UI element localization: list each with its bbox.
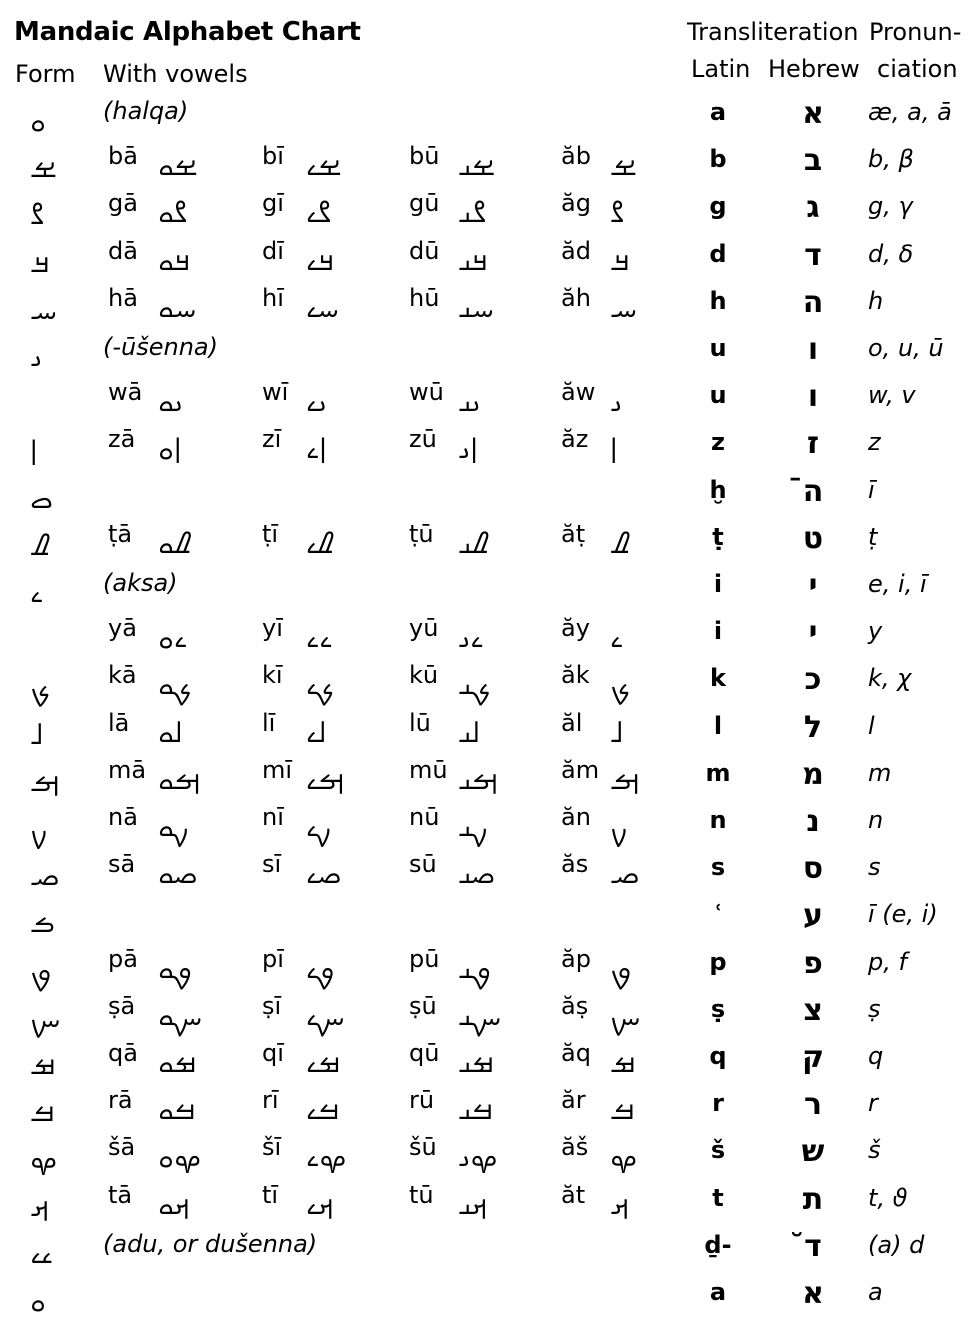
syllable-glyph: ࡈࡅ — [458, 525, 490, 561]
pronunciation: m — [868, 758, 892, 787]
hebrew-equivalent: ש — [801, 1134, 825, 1170]
syllable-transliteration: ăl — [561, 708, 583, 737]
syllable-transliteration: pā — [108, 944, 138, 973]
hebrew-equivalent: צ — [803, 992, 823, 1028]
syllable-transliteration: rū — [409, 1086, 435, 1115]
table-row — [0, 567, 975, 614]
table-row — [0, 1275, 975, 1322]
syllable-transliteration: ăb — [561, 142, 591, 171]
syllable-glyph: ࡓ — [610, 1092, 635, 1128]
letter-form: ࡄ — [30, 291, 58, 327]
syllable-transliteration: mū — [409, 755, 448, 784]
syllable-glyph: ࡃࡉ — [306, 242, 335, 278]
hebrew-equivalent: מ — [802, 756, 824, 792]
syllable-glyph: ࡑࡀ — [158, 997, 203, 1033]
hebrew-equivalent: כ — [804, 662, 822, 698]
syllable-glyph: ࡋࡀ — [158, 714, 183, 750]
syllable-transliteration: ṭū — [409, 519, 434, 548]
table-row — [0, 1039, 975, 1086]
letter-form: ࡉ — [30, 575, 44, 610]
hebrew-equivalent: ג — [806, 190, 820, 226]
syllable-glyph: ࡕࡅ — [458, 1186, 488, 1222]
syllable-transliteration: yī — [262, 614, 283, 643]
hebrew-equivalent: ד̆ — [804, 1228, 822, 1264]
table-row — [0, 614, 975, 661]
syllable-transliteration: mā — [108, 755, 147, 784]
letter-form: ࡀ — [30, 103, 47, 138]
syllable-transliteration: hū — [409, 283, 440, 312]
syllable-glyph: ࡂ — [610, 195, 625, 231]
table-row — [0, 95, 975, 142]
pronunciation: ṭ — [868, 522, 878, 551]
syllable-glyph: ࡐ — [610, 950, 632, 986]
syllable-transliteration: dū — [409, 236, 440, 265]
syllable-transliteration: wū — [409, 378, 444, 407]
syllable-glyph: ࡄࡀ — [158, 289, 197, 325]
syllable-glyph: ࡕ — [610, 1186, 630, 1222]
syllable-glyph: ࡍࡅ — [458, 809, 488, 844]
syllable-glyph: ࡍࡉ — [306, 809, 332, 844]
latin-transliteration: i — [713, 570, 723, 598]
syllable-transliteration: zū — [409, 425, 437, 454]
syllable-transliteration: šī — [262, 1133, 282, 1162]
latin-transliteration: d — [709, 239, 727, 268]
syllable-glyph: ࡎࡉ — [306, 856, 342, 892]
syllable-transliteration: lā — [108, 708, 130, 737]
pronunciation: (a) d — [868, 1230, 925, 1259]
table-row — [0, 520, 975, 567]
syllable-transliteration: wā — [108, 378, 143, 407]
syllable-glyph: ࡕࡀ — [158, 1186, 190, 1222]
table-row — [0, 1086, 975, 1133]
syllable-transliteration: yā — [108, 614, 137, 643]
hebrew-equivalent: ה̄ — [802, 473, 824, 509]
syllable-transliteration: ăk — [561, 661, 590, 690]
syllable-transliteration: bī — [262, 142, 284, 171]
syllable-transliteration: nā — [108, 803, 138, 831]
syllable-glyph: ࡊࡀ — [158, 667, 192, 703]
syllable-transliteration: ṣī — [262, 991, 282, 1020]
syllable-glyph: ࡉࡉ — [306, 620, 333, 656]
syllable-transliteration: ăṭ — [561, 519, 586, 548]
syllable-glyph: ࡁ — [610, 148, 637, 184]
syllable-transliteration: ăp — [561, 944, 591, 973]
syllable-glyph: ࡊࡅ — [458, 667, 491, 703]
syllable-glyph: ࡌ — [610, 761, 640, 797]
syllable-transliteration: dā — [108, 236, 138, 265]
pronunciation: z — [868, 428, 881, 457]
syllable-glyph: ࡈࡀ — [158, 525, 192, 561]
latin-transliteration: m — [705, 758, 731, 787]
chart-title: Mandaic Alphabet Chart — [14, 17, 361, 47]
latin-transliteration: g — [709, 192, 727, 221]
syllable-transliteration: ṣā — [108, 991, 136, 1020]
latin-transliteration: a — [709, 98, 727, 126]
header-transliteration: Transliteration — [687, 18, 859, 46]
table-row — [0, 473, 975, 520]
syllable-transliteration: rā — [108, 1086, 133, 1115]
syllable-glyph: ࡁࡅ — [458, 148, 496, 184]
syllable-transliteration: ăs — [561, 850, 589, 879]
syllable-glyph: ࡔࡅ — [458, 1139, 498, 1175]
syllable-glyph: ࡑࡉ — [306, 997, 345, 1033]
syllable-glyph: ࡁࡉ — [306, 148, 342, 184]
latin-transliteration: b — [709, 145, 727, 174]
table-row — [0, 425, 975, 472]
table-row — [0, 378, 975, 425]
pronunciation: a — [868, 1278, 883, 1306]
syllable-transliteration: pī — [262, 944, 284, 973]
syllable-transliteration: bā — [108, 142, 138, 171]
syllable-glyph: ࡁࡀ — [158, 148, 198, 184]
table-row — [0, 142, 975, 189]
letter-form: ࡈ — [30, 527, 51, 563]
syllable-transliteration: ṭī — [262, 519, 279, 548]
letter-form: ࡅ — [30, 339, 43, 374]
pronunciation: r — [868, 1089, 878, 1118]
syllable-glyph: ࡄࡉ — [306, 289, 339, 325]
letter-form: ࡔ — [30, 1141, 58, 1177]
table-row — [0, 1228, 975, 1275]
syllable-transliteration: qī — [262, 1039, 284, 1067]
letter-form: ࡑ — [30, 999, 61, 1035]
hebrew-equivalent: ה — [802, 284, 824, 320]
pronunciation: d, δ — [868, 239, 914, 268]
letter-form: ࡇ — [30, 480, 54, 516]
letter-form: ࡃ — [30, 244, 50, 280]
syllable-transliteration: qā — [108, 1039, 138, 1067]
latin-transliteration: z — [711, 428, 725, 457]
latin-transliteration: u — [709, 381, 727, 410]
syllable-transliteration: ăṣ — [561, 991, 589, 1020]
pronunciation: e, i, ī — [868, 570, 927, 598]
latin-transliteration: l — [713, 711, 723, 740]
syllable-glyph: ࡒࡅ — [458, 1045, 495, 1080]
syllable-glyph: ࡄ — [610, 289, 638, 325]
syllable-transliteration: ăd — [561, 236, 591, 265]
syllable-transliteration: sā — [108, 850, 136, 879]
hebrew-equivalent: ר — [803, 1087, 823, 1123]
syllable-glyph: ࡔ — [610, 1139, 638, 1175]
syllable-glyph: ࡋ — [610, 714, 624, 750]
syllable-glyph: ࡂࡀ — [158, 195, 188, 231]
syllable-glyph: ࡑ — [610, 997, 641, 1033]
syllable-transliteration: mī — [262, 755, 293, 784]
syllable-glyph: ࡆ — [610, 431, 618, 467]
syllable-transliteration: ăh — [561, 283, 591, 312]
syllable-transliteration: ăt — [561, 1180, 586, 1209]
pronunciation: w, v — [868, 381, 916, 410]
syllable-transliteration: gū — [409, 189, 440, 218]
syllable-transliteration: lī — [262, 708, 276, 737]
header-hebrew: Hebrew — [768, 55, 860, 83]
letter-form: ࡁ — [30, 150, 57, 186]
latin-transliteration: h — [709, 286, 727, 315]
hebrew-equivalent: ד — [804, 237, 822, 273]
letter-form: ࡊ — [30, 669, 51, 705]
letter-form: ࡕ — [30, 1188, 50, 1224]
latin-transliteration: s — [710, 853, 726, 882]
hebrew-equivalent: א — [802, 96, 824, 131]
syllable-glyph: ࡂࡉ — [306, 195, 332, 231]
header-form: Form — [15, 60, 76, 88]
syllable-transliteration: hā — [108, 283, 138, 312]
syllable-glyph: ࡔࡀ — [158, 1139, 202, 1175]
table-row — [0, 850, 975, 897]
table-row — [0, 237, 975, 284]
syllable-transliteration: tū — [409, 1180, 434, 1209]
latin-transliteration: ḏ- — [704, 1230, 732, 1259]
pronunciation: y — [868, 617, 883, 646]
table-row — [0, 331, 975, 378]
syllable-glyph: ࡐࡉ — [306, 950, 335, 986]
pronunciation: g, γ — [868, 192, 913, 221]
syllable-glyph: ࡌࡀ — [158, 761, 201, 797]
syllable-glyph: ࡉࡀ — [158, 620, 188, 656]
syllable-transliteration: šū — [409, 1133, 437, 1162]
hebrew-equivalent: ת — [802, 1181, 824, 1217]
hebrew-equivalent: ו — [807, 379, 819, 415]
syllable-glyph: ࡋࡉ — [306, 714, 327, 750]
syllable-transliteration: šā — [108, 1133, 136, 1162]
syllable-transliteration: gā — [108, 189, 138, 218]
syllable-transliteration: ăg — [561, 189, 591, 218]
syllable-transliteration: rī — [262, 1086, 279, 1115]
syllable-transliteration: ăš — [561, 1133, 589, 1162]
latin-transliteration: t — [712, 1183, 724, 1212]
letter-name-note: (aksa) — [103, 569, 178, 597]
pronunciation: š — [868, 1136, 881, 1165]
syllable-transliteration: nī — [262, 803, 284, 831]
pronunciation: k, χ — [868, 664, 912, 693]
hebrew-equivalent: נ — [806, 804, 820, 839]
pronunciation: o, u, ū — [868, 334, 944, 362]
letter-form: ࡏ — [30, 905, 56, 941]
pronunciation: ṣ — [868, 994, 881, 1023]
table-row — [0, 992, 975, 1039]
pronunciation: æ, a, ā — [868, 98, 952, 126]
latin-transliteration: ṣ — [710, 994, 726, 1023]
syllable-glyph: ࡈ — [610, 525, 631, 561]
latin-transliteration: q — [709, 1042, 727, 1070]
pronunciation: ī — [868, 475, 875, 504]
syllable-glyph: ࡕࡉ — [306, 1186, 334, 1222]
table-row — [0, 803, 975, 850]
syllable-transliteration: tā — [108, 1180, 133, 1209]
pronunciation: t, ϑ — [868, 1183, 908, 1212]
latin-transliteration: u — [709, 334, 727, 362]
header-with-vowels: With vowels — [103, 60, 248, 88]
syllable-glyph: ࡎ — [610, 856, 640, 892]
syllable-glyph: ࡓࡅ — [458, 1092, 494, 1128]
syllable-transliteration: kī — [262, 661, 283, 690]
pronunciation: q — [868, 1042, 884, 1070]
table-row — [0, 756, 975, 803]
latin-transliteration: i — [713, 617, 723, 646]
syllable-glyph: ࡉࡅ — [458, 620, 484, 656]
syllable-glyph: ࡔࡉ — [306, 1139, 347, 1175]
syllable-glyph: ࡃࡅ — [458, 242, 488, 278]
hebrew-equivalent: ע — [803, 898, 823, 934]
table-row — [0, 897, 975, 944]
syllable-glyph: ࡅࡅ — [458, 384, 481, 420]
syllable-transliteration: dī — [262, 236, 284, 265]
syllable-glyph: ࡊ — [610, 667, 631, 703]
syllable-transliteration: sī — [262, 850, 282, 879]
syllable-glyph: ࡋࡅ — [458, 714, 481, 750]
syllable-glyph: ࡒ — [610, 1045, 636, 1080]
hebrew-equivalent: ט — [802, 520, 824, 556]
syllable-transliteration: wī — [262, 378, 289, 407]
syllable-transliteration: qū — [409, 1039, 440, 1067]
syllable-transliteration: bū — [409, 142, 440, 171]
pronunciation: p, f — [868, 947, 907, 976]
hebrew-equivalent: י — [808, 568, 818, 603]
syllable-glyph: ࡌࡉ — [306, 761, 345, 797]
syllable-glyph: ࡒࡀ — [158, 1045, 197, 1080]
syllable-glyph: ࡌࡅ — [458, 761, 499, 797]
syllable-transliteration: kū — [409, 661, 439, 690]
syllable-transliteration: ṭā — [108, 519, 133, 548]
syllable-transliteration: zī — [262, 425, 282, 454]
syllable-transliteration: gī — [262, 189, 284, 218]
syllable-glyph: ࡆࡅ — [458, 431, 478, 467]
syllable-transliteration: kā — [108, 661, 137, 690]
syllable-glyph: ࡄࡅ — [458, 289, 494, 325]
syllable-glyph: ࡅ — [610, 384, 623, 420]
letter-form: ࡌ — [30, 763, 60, 799]
latin-transliteration: a — [709, 1278, 727, 1306]
syllable-glyph: ࡎࡅ — [458, 856, 496, 892]
hebrew-equivalent: ז — [806, 426, 819, 462]
syllable-glyph: ࡈࡉ — [306, 525, 335, 561]
syllable-glyph: ࡒࡉ — [306, 1045, 341, 1080]
syllable-transliteration: ăy — [561, 614, 590, 643]
syllable-transliteration: sū — [409, 850, 437, 879]
syllable-transliteration: ăz — [561, 425, 589, 454]
table-row — [0, 661, 975, 708]
letter-form: ࡐ — [30, 952, 52, 988]
hebrew-equivalent: ב — [803, 143, 823, 179]
syllable-transliteration: ăr — [561, 1086, 586, 1115]
latin-transliteration: ṭ — [712, 522, 724, 551]
syllable-transliteration: ăm — [561, 755, 600, 784]
syllable-transliteration: ăq — [561, 1039, 591, 1067]
syllable-transliteration: ăn — [561, 803, 591, 831]
syllable-glyph: ࡅࡀ — [158, 384, 184, 420]
pronunciation: s — [868, 853, 881, 882]
letter-name-note: (adu, or dušenna) — [103, 1229, 318, 1258]
letter-form: ࡓ — [30, 1094, 55, 1130]
syllable-glyph: ࡊࡉ — [306, 667, 335, 703]
hebrew-equivalent: ו — [807, 332, 819, 367]
latin-transliteration: p — [709, 947, 727, 976]
syllable-glyph: ࡍ — [610, 809, 628, 844]
syllable-transliteration: pū — [409, 944, 440, 973]
letter-form: ࡋ — [30, 716, 44, 752]
letter-name-note: (-ūšenna) — [103, 333, 218, 361]
letter-form: ࡂ — [30, 197, 45, 233]
syllable-glyph: ࡐࡅ — [458, 950, 492, 986]
syllable-transliteration: tī — [262, 1180, 279, 1209]
pronunciation: ī (e, i) — [868, 900, 938, 929]
pronunciation: l — [868, 711, 875, 740]
syllable-glyph: ࡉ — [610, 620, 624, 656]
header-latin: Latin — [691, 55, 751, 83]
syllable-glyph: ࡑࡅ — [458, 997, 502, 1033]
hebrew-equivalent: פ — [803, 945, 823, 981]
syllable-transliteration: yū — [409, 614, 439, 643]
syllable-glyph: ࡎࡀ — [158, 856, 198, 892]
latin-transliteration: r — [712, 1089, 724, 1118]
pronunciation: n — [868, 806, 884, 834]
header-pronunciation-2: ciation — [877, 55, 958, 83]
table-row — [0, 189, 975, 236]
table-row — [0, 709, 975, 756]
hebrew-equivalent: י — [808, 615, 818, 651]
syllable-transliteration: ăw — [561, 378, 596, 407]
table-row — [0, 945, 975, 992]
syllable-glyph: ࡆࡀ — [158, 431, 182, 467]
table-row — [0, 1133, 975, 1180]
syllable-transliteration: nū — [409, 803, 440, 831]
syllable-transliteration: ṣū — [409, 991, 437, 1020]
syllable-glyph: ࡐࡀ — [158, 950, 193, 986]
letter-form: ࡍ — [30, 811, 48, 846]
syllable-transliteration: lū — [409, 708, 431, 737]
syllable-transliteration: zā — [108, 425, 136, 454]
pronunciation: h — [868, 286, 884, 315]
syllable-glyph: ࡆࡉ — [306, 431, 327, 467]
letter-form: ࡎ — [30, 858, 60, 894]
letter-form: ࡆ — [30, 433, 38, 469]
hebrew-equivalent: ל — [803, 709, 823, 745]
latin-transliteration: ḫ — [709, 475, 727, 504]
table-row — [0, 284, 975, 331]
syllable-glyph: ࡃࡀ — [158, 242, 191, 278]
letter-name-note: (halqa) — [103, 97, 189, 125]
syllable-glyph: ࡓࡉ — [306, 1092, 340, 1128]
hebrew-equivalent: ק — [801, 1040, 825, 1075]
syllable-glyph: ࡍࡀ — [158, 809, 189, 844]
syllable-glyph: ࡓࡀ — [158, 1092, 196, 1128]
table-row — [0, 1181, 975, 1228]
letter-form: ࡖ — [30, 1235, 53, 1271]
syllable-glyph: ࡂࡅ — [458, 195, 487, 231]
header-pronunciation-1: Pronun- — [869, 18, 962, 46]
syllable-glyph: ࡅࡉ — [306, 384, 327, 420]
latin-transliteration: š — [710, 1136, 726, 1165]
syllable-glyph: ࡃ — [610, 242, 630, 278]
latin-transliteration: n — [709, 806, 727, 834]
hebrew-equivalent: ס — [802, 851, 824, 887]
latin-transliteration: ʿ — [713, 900, 723, 929]
latin-transliteration: k — [710, 664, 726, 693]
letter-form: ࡒ — [30, 1047, 56, 1082]
syllable-transliteration: hī — [262, 283, 284, 312]
hebrew-equivalent: א — [802, 1276, 824, 1311]
letter-form: ࡀ — [30, 1283, 47, 1318]
pronunciation: b, β — [868, 145, 914, 174]
